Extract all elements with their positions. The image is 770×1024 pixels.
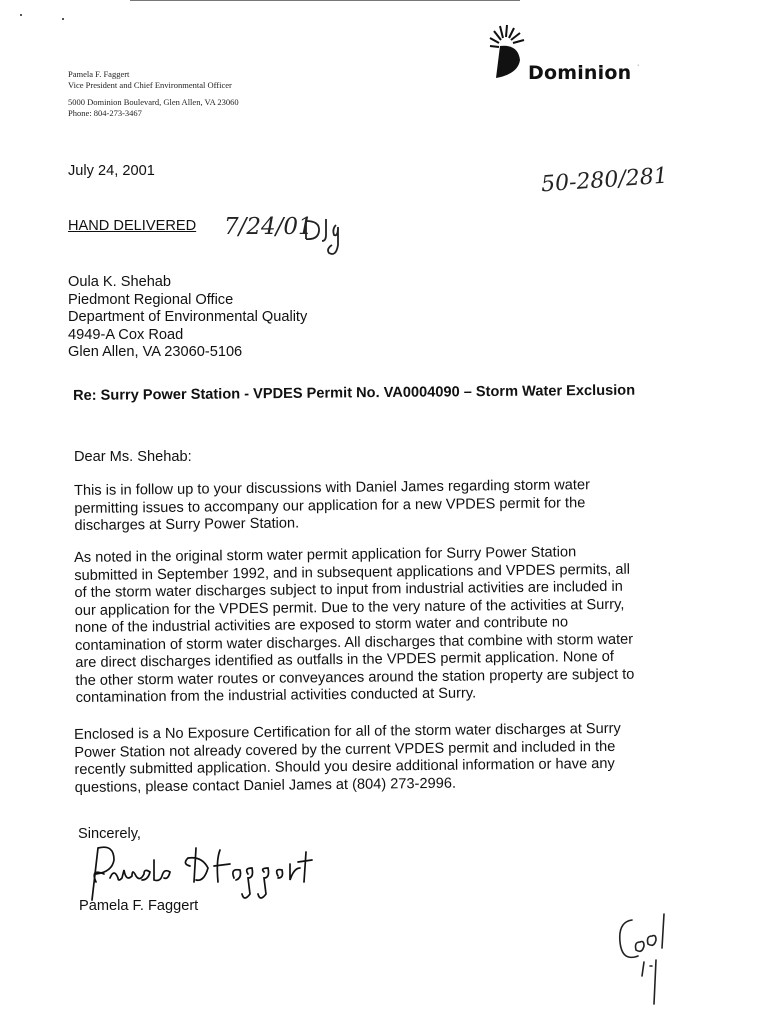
recipient-office: Piedmont Regional Office <box>68 291 234 308</box>
corner-note-mark <box>614 912 674 1007</box>
recipient-street: 4949-A Cox Road <box>68 326 184 343</box>
paragraph-line: contamination from the industrial activities conducted at Surry. <box>75 685 477 706</box>
scan-border-line <box>130 0 520 1</box>
delivery-method: HAND DELIVERED <box>68 218 197 234</box>
sender-name: Pamela F. Faggert <box>68 69 130 79</box>
salutation: Dear Ms. Shehab: <box>74 449 192 465</box>
paragraph-line: As noted in the original storm water permit application for Surry Power Station <box>74 544 577 566</box>
paragraph-line: contamination of storm water discharges. All discharges that combine with storm water <box>74 631 634 654</box>
paragraph-line: recently submitted application. Should you desire additional information or have any <box>74 755 615 778</box>
dominion-sunburst-icon <box>486 22 530 80</box>
handwritten-signature <box>84 838 314 906</box>
logo-trademark: · <box>637 62 640 69</box>
paragraph-line: submitted in September 1992, and in subsequent applications and VPDES permits, all <box>74 561 631 584</box>
handwritten-initials-mark <box>302 211 350 259</box>
paragraph-line: Enclosed is a No Exposure Certification for all of the storm water discharges at Surry <box>74 720 621 743</box>
sender-title: Vice President and Chief Environmental Officer <box>68 80 232 90</box>
letter-date: July 24, 2001 <box>68 163 155 179</box>
recipient-name: Oula K. Shehab <box>68 274 172 290</box>
paragraph-line: our application for the VPDES permit. Due to the very nature of the activities at Surry, <box>74 596 625 619</box>
paragraph-line: of the storm water discharges subject to input from industrial activities are included in <box>74 578 623 601</box>
paragraph-line: Power Station not already covered by the current VPDES permit and included in the <box>74 738 616 761</box>
closing: Sincerely, <box>78 826 141 842</box>
sender-address: 5000 Dominion Boulevard, Glen Allen, VA 23060 <box>68 97 239 107</box>
dominion-logo <box>486 22 656 92</box>
sender-phone: Phone: 804-273-3467 <box>68 108 142 118</box>
logo-wordmark: Dominion <box>528 62 632 84</box>
subject-line: Re: Surry Power Station - VPDES Permit No. VA0004090 – Storm Water Exclusion <box>73 382 636 404</box>
signature-mark <box>84 838 314 906</box>
paragraph-3 <box>74 721 621 797</box>
signer-name: Pamela F. Faggert <box>79 898 199 914</box>
paragraph-2 <box>74 544 635 708</box>
handwritten-corner-note <box>614 912 674 1007</box>
handwritten-docket-number: 50-280/281 <box>540 163 669 198</box>
recipient-city: Glen Allen, VA 23060-5106 <box>68 344 243 360</box>
scan-speck <box>20 14 22 16</box>
handwritten-initials <box>302 211 350 264</box>
paragraph-line: none of the industrial activities are exposed to storm water and contribute no <box>74 614 569 636</box>
paragraph-line: the other storm water routes or conveyances around the station property are subject to <box>75 666 635 689</box>
paragraph-line: permitting issues to accompany our application for a new VPDES permit for the <box>74 494 586 517</box>
recipient-address-block <box>68 274 307 362</box>
recipient-department: Department of Environmental Quality <box>68 309 308 325</box>
sender-block <box>68 69 239 119</box>
paragraph-line: This is in follow up to your discussions with Daniel James regarding storm water <box>74 477 591 499</box>
scan-speck <box>62 18 64 20</box>
paragraph-1 <box>74 477 590 535</box>
handwritten-date: 7/24/01 <box>224 214 313 240</box>
paragraph-line: discharges at Surry Power Station. <box>74 515 300 534</box>
paragraph-line: are direct discharges identified as outfalls in the VPDES permit application. None of <box>75 648 614 671</box>
paragraph-line: questions, please contact Daniel James at (804) 273-2996. <box>74 775 457 796</box>
